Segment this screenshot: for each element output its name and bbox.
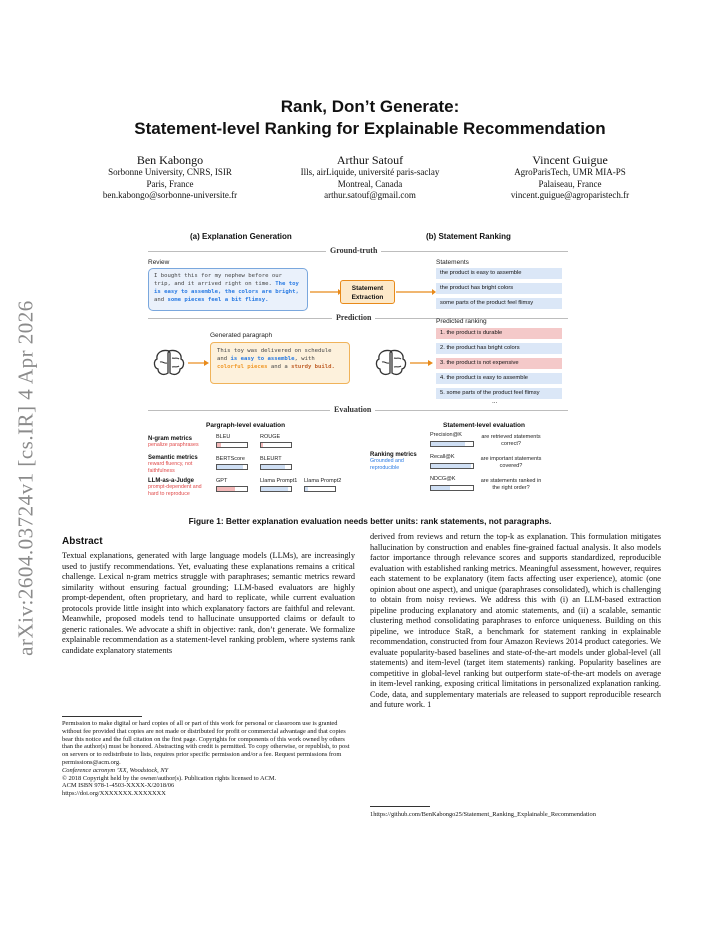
brain-icon (152, 348, 186, 378)
gen-blue: is easy to assemble (230, 356, 295, 362)
paragraph-eval-heading: Pargraph-level evaluation (206, 422, 286, 429)
author-email[interactable]: arthur.satouf@gmail.com (324, 190, 416, 200)
author-email[interactable]: ben.kabongo@sorbonne-universite.fr (102, 190, 238, 200)
author-1 (70, 153, 270, 202)
arrow-right-icon (188, 358, 210, 368)
gen-plain: This toy was delivered on schedule and (217, 348, 332, 362)
panel-a-title: (a) Explanation Generation (190, 232, 292, 241)
rouge-label: ROUGE (260, 434, 281, 440)
permission-text: Permission to make digital or hard copies of all or part of this work for personal or classroom use is granted without fee provided that copies are not made or distributed for profit or commercial advantage and that copies bear this notice and the full citation on the first page. Copyrights for components of this work owned by others than the author(s) must be honored. Abstracting with credit is permitted. To copy otherwise, or republish, to post on servers or to redistribute to lists, requires prior specific permission and/or a fee. Request permissions from permissions@acm.org. (62, 720, 350, 766)
ngram-metrics (148, 436, 208, 449)
review-plain: I bought this for my nephew before our trip, and it arrived right on time. (154, 273, 282, 287)
title-line-1: Rank, Don’t Generate: (280, 97, 460, 116)
doi-link[interactable]: https://doi.org/XXXXXXX.XXXXXXX (62, 790, 166, 798)
bleu-bar (216, 442, 248, 448)
review-box (148, 268, 308, 311)
gpt-label: GPT (216, 478, 228, 484)
predicted-label: Predicted ranking (436, 318, 487, 325)
predicted-item: 2. the product has bright colors (436, 343, 562, 354)
arrow-right-icon (410, 358, 434, 368)
figure-caption: Figure 1: Better explanation evaluation needs better units: rank statements, not paragraphs. (188, 516, 552, 526)
review-label: Review (148, 259, 170, 266)
author-location: Montreal, Canada (337, 178, 403, 189)
llm-judge-metrics (148, 478, 210, 497)
precision-bar (430, 441, 474, 447)
ngram-title: N-gram metrics (148, 436, 193, 442)
ndcg-fill (431, 486, 450, 490)
precision-fill (431, 442, 465, 446)
ranking-sub: Grounded and reproducible (370, 458, 404, 471)
bleu-label: BLEU (216, 434, 231, 440)
recall-label: Recall@K (430, 454, 455, 460)
review-mid: and (154, 297, 168, 303)
figure-1 (108, 230, 628, 508)
panel-b-title: (b) Statement Ranking (426, 232, 511, 241)
author-name: Ben Kabongo (136, 153, 204, 167)
statement-item: some parts of the product feel flimsy (436, 298, 562, 309)
llama1-fill (261, 487, 288, 491)
conference-line: Conference acronym ’XX, Woodstock, NY (62, 766, 169, 774)
llama2-bar (304, 486, 336, 492)
isbn-line: ACM ISBN 978-1-4503-XXXX-X/2018/06 (62, 782, 175, 790)
recall-question: are important statements covered? (480, 456, 542, 469)
brain-icon (374, 348, 408, 378)
prediction-heading: Prediction (332, 313, 375, 322)
permission-block (62, 720, 355, 798)
llm-judge-sub: prompt-dependent and hard to reproduce (148, 484, 202, 497)
llama1-label: Llama Prompt1 (260, 478, 298, 484)
generated-label: Generated paragraph (210, 332, 273, 339)
gpt-fill (217, 487, 235, 491)
statements-label: Statements (436, 259, 469, 266)
author-email[interactable]: vincent.guigue@agroparistech.fr (510, 190, 630, 200)
abstract-left-column: Textual explanations, generated with large language models (LLMs), are increasingly used to justify recommendations. Yet, evaluating these explanations remains a critical challenge. Lexical n-gram metrics struggle with paraphrases; semantic metrics reward similarity without ensuring factual grounding; LLM-based evaluators are highly prompt-dependent, often proprietary, and hard to replicate, while current evaluation protocols provide little insight into which explanatory factors are faithful and relevant. Meanwhile, proposed models tend to hallucinate unsupported claims or default to generic rationales. We advocate a shift in objective: rank, don’t generate. We formalize explainable recommendation as a statement-level ranking problem, where systems rank candidate explanatory statements (62, 551, 355, 655)
llama2-label: Llama Prompt2 (304, 478, 342, 484)
predicted-item: 4. the product is easy to assemble (436, 373, 562, 384)
gen-and: and a (267, 364, 292, 370)
divider (62, 716, 142, 717)
author-affiliation: Ills, airLiquide, université paris-saclay (300, 167, 440, 177)
author-name: Vincent Guigue (532, 153, 608, 167)
predicted-item: 5. some parts of the product feel flimsy (436, 388, 562, 399)
bleurt-bar (260, 464, 292, 470)
precision-label: Precision@K (430, 432, 462, 438)
llm-judge-title: LLM-as-a-Judge (148, 478, 195, 484)
statement-item: the product is easy to assemble (436, 268, 562, 279)
review-highlight-1: The toy is easy to assemble, the colors are bright, (154, 281, 299, 295)
llama2-fill (305, 487, 308, 491)
llama1-bar (260, 486, 292, 492)
statement-extraction-box (340, 280, 395, 304)
abstract-heading: Abstract (62, 536, 103, 547)
recall-fill (431, 464, 471, 468)
author-3 (470, 153, 670, 202)
gen-brown: sturdy build. (291, 364, 335, 370)
author-location: Palaiseau, France (538, 178, 602, 189)
ndcg-label: NDCG@K (430, 476, 456, 482)
bleurt-fill (261, 465, 285, 469)
ranking-title: Ranking metrics (370, 452, 417, 458)
ngram-sub: penalize paraphrases (148, 442, 199, 448)
ellipsis: ... (492, 398, 498, 405)
author-name: Arthur Satouf (336, 153, 404, 167)
recall-bar (430, 463, 474, 469)
gen-orange: colorful pieces (217, 364, 268, 370)
semantic-title: Semantic metrics (148, 455, 198, 461)
bertscore-fill (217, 465, 243, 469)
gen-with: , with (294, 356, 315, 362)
arxiv-stamp (2, 228, 50, 728)
divider (370, 806, 430, 807)
bleurt-label: BLEURT (260, 456, 282, 462)
author-2 (270, 153, 470, 202)
review-highlight-2: some pieces feel a bit flimsy. (167, 297, 269, 303)
extraction-line-2: Extraction (351, 294, 384, 301)
extraction-line-1: Statement (351, 285, 384, 292)
predicted-item: 1. the product is durable (436, 328, 562, 339)
author-affiliation: Sorbonne University, CNRS, ISIR (108, 167, 232, 177)
abstract-right-column: derived from reviews and return the top-k as explanation. This formulation mitigates hallucination by construction and enables fine-grained factual analysis. It also models factor importance through relevance scores and supports standardized, reproducible evaluation with established ranking metrics. Meaningful assessment, however, requires each statement to be explanatory (item facts affecting user experience), atomic (one opinion about one aspect), and unique (paraphrases consolidated), which is challenging to obtain from noisy reviews. We address this with (i) an LLM-based extraction pipeline producing explanatory and atomic statements, and (ii) a scalable, semantic clustering method consolidating paraphrases to enforce uniqueness. Building on this pipeline, we introduce StaR, a benchmark for statement ranking in explainable recommendation, constructed from four Amazon Reviews 2014 product categories. We evaluate popularity-based baselines and state-of-the-art models under global-level (all statements) and item-level (target item statements) ranking. Popularity baselines are competitive in global-level ranking but outperform state-of-the-art models on average in item-level ranking, exposing critical limitations in personalized explanation ranking. Code, data, and supplementary materials are released to support reproducible research and future work. 1 (370, 532, 661, 709)
statement-item: the product has bright colors (436, 283, 562, 294)
ndcg-question: are statements ranked in the right order? (480, 478, 542, 491)
author-block (70, 153, 670, 202)
bertscore-bar (216, 464, 248, 470)
author-affiliation: AgroParisTech, UMR MIA-PS (514, 167, 626, 177)
bleu-fill (217, 443, 221, 447)
arxiv-id: arXiv:2604.03724v1 [cs.IR] 4 Apr 2026 (13, 300, 38, 656)
copyright-line: © 2018 Copyright held by the owner/author(s). Publication rights licensed to ACM. (62, 774, 277, 782)
ndcg-bar (430, 485, 474, 491)
bertscore-label: BERTScore (216, 456, 245, 462)
author-location: Paris, France (146, 178, 194, 189)
evaluation-heading: Evaluation (330, 405, 375, 414)
footnote[interactable]: 1https://github.com/BenKabongo25/Statement_Ranking_Explainable_Recommendation (370, 811, 596, 818)
rouge-bar (260, 442, 292, 448)
ranking-metrics (370, 452, 430, 471)
statement-eval-heading: Statement-level evaluation (443, 422, 525, 429)
ground-truth-heading: Ground-truth (326, 246, 381, 255)
precision-question: are retrieved statements correct? (481, 434, 541, 447)
semantic-sub: reward fluency, not faithfulness (148, 461, 193, 474)
rouge-fill (261, 443, 263, 447)
title-line-2: Statement-level Ranking for Explainable Recommendation (134, 119, 606, 138)
predicted-item: 3. the product is not expensive (436, 358, 562, 369)
semantic-metrics (148, 455, 210, 474)
generated-paragraph-box (210, 342, 350, 384)
gpt-bar (216, 486, 248, 492)
paper-title (70, 96, 670, 140)
